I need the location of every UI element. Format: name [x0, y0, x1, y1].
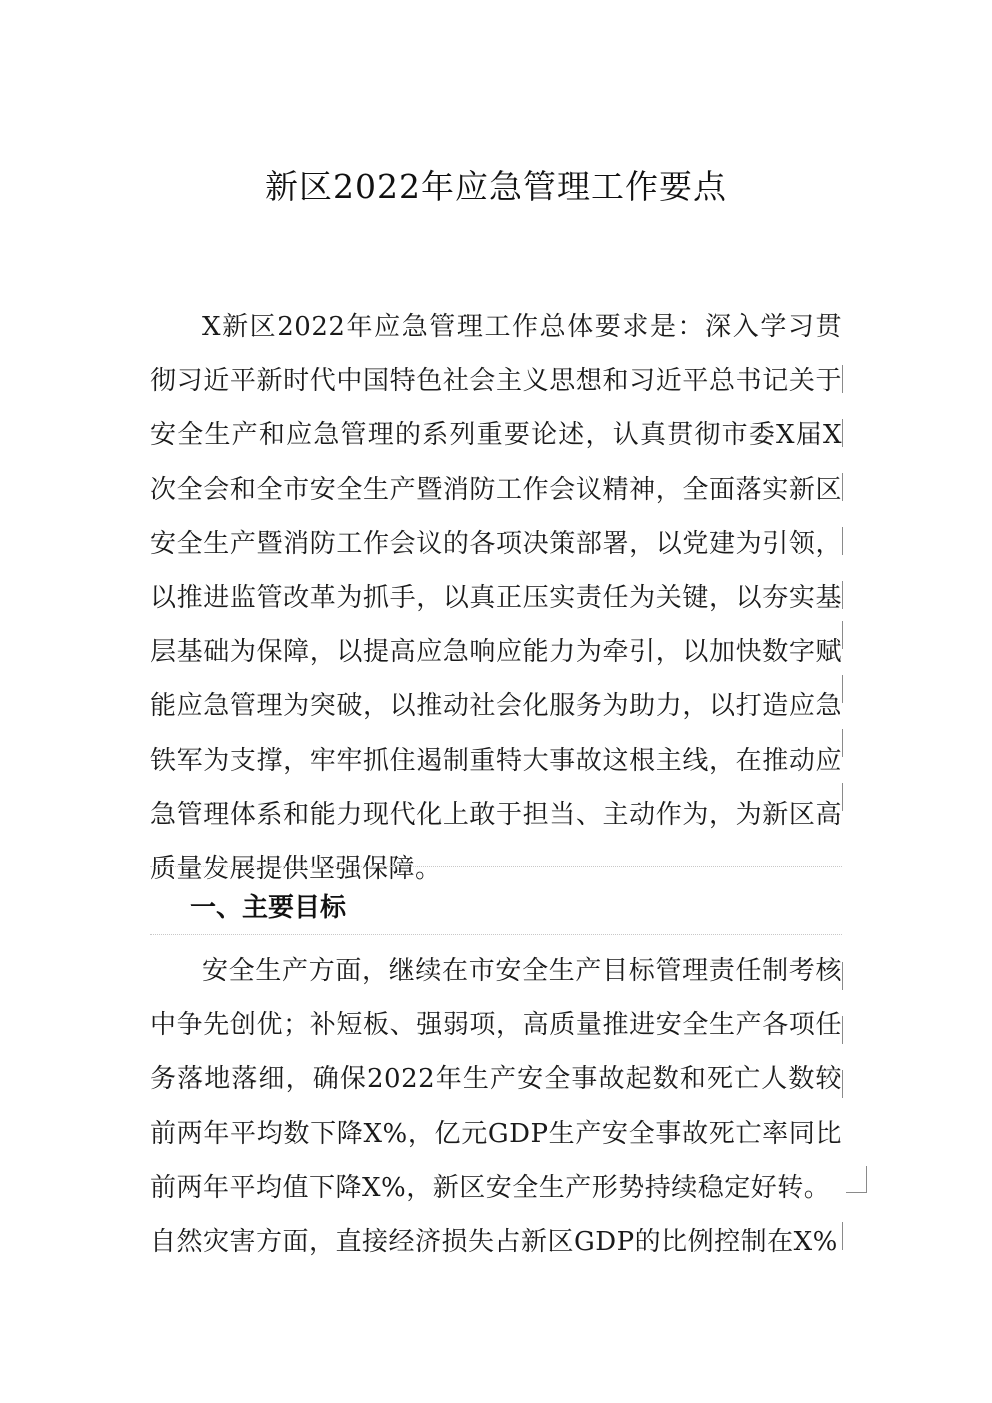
dotted-divider [150, 866, 842, 867]
margin-change-bar [842, 527, 843, 555]
section-heading-main-goals: 一、主要目标 [190, 893, 347, 923]
natural-disaster-paragraph: 自然灾害方面，直接经济损失占新区GDP的比例控制在X% [150, 1227, 838, 1258]
intro-paragraph-block [150, 300, 842, 896]
margin-change-bar [842, 1222, 843, 1250]
margin-change-bar [842, 783, 843, 811]
paragraph-end-mark [846, 1166, 867, 1193]
dotted-divider [150, 934, 842, 935]
margin-change-bar [842, 962, 843, 990]
document-title: 新区2022年应急管理工作要点 [265, 167, 727, 206]
margin-change-bar [842, 473, 843, 501]
margin-change-bar [842, 365, 843, 393]
margin-change-bar [842, 729, 843, 757]
safety-production-paragraph: 安全生产方面，继续在市安全生产目标管理责任制考核中争先创优；补短板、强弱项，高质量推进安全生产各项任务落地落细，确保2022年生产安全事故起数和死亡人数较前两年平均数下降X%，亿元GDP生产安全事故死亡率同比前两年平均值下降X%，新区安全生产形势持续稳定好转。 [150, 956, 842, 1203]
margin-change-bar [842, 621, 843, 649]
margin-change-bar [842, 419, 843, 447]
margin-change-bar [842, 581, 843, 609]
margin-change-bar [842, 1016, 843, 1044]
intro-paragraph: X新区2022年应急管理工作总体要求是：深入学习贯彻习近平新时代中国特色社会主义思想和习近平总书记关于安全生产和应急管理的系列重要论述，认真贯彻市委X届X次全会和全市安全生产暨消防工作会议精神，全面落实新区安全生产暨消防工作会议的各项决策部署，以党建为引领，以推进监管改革为抓手，以真正压实责任为关键，以夯实基层基础为保障，以提高应急响应能力为牵引，以加快数字赋能应急管理为突破，以推动社会化服务为助力，以打造应急铁军为支撑，牢牢抓住遏制重特大事故这根主线，在推动应急管理体系和能力现代化上敢于担当、主动作为，为新区高质量发展提供坚强保障。 [150, 312, 842, 885]
margin-change-bar [842, 675, 843, 703]
margin-change-bar [842, 1070, 843, 1098]
goals-paragraph-block [150, 944, 842, 1269]
